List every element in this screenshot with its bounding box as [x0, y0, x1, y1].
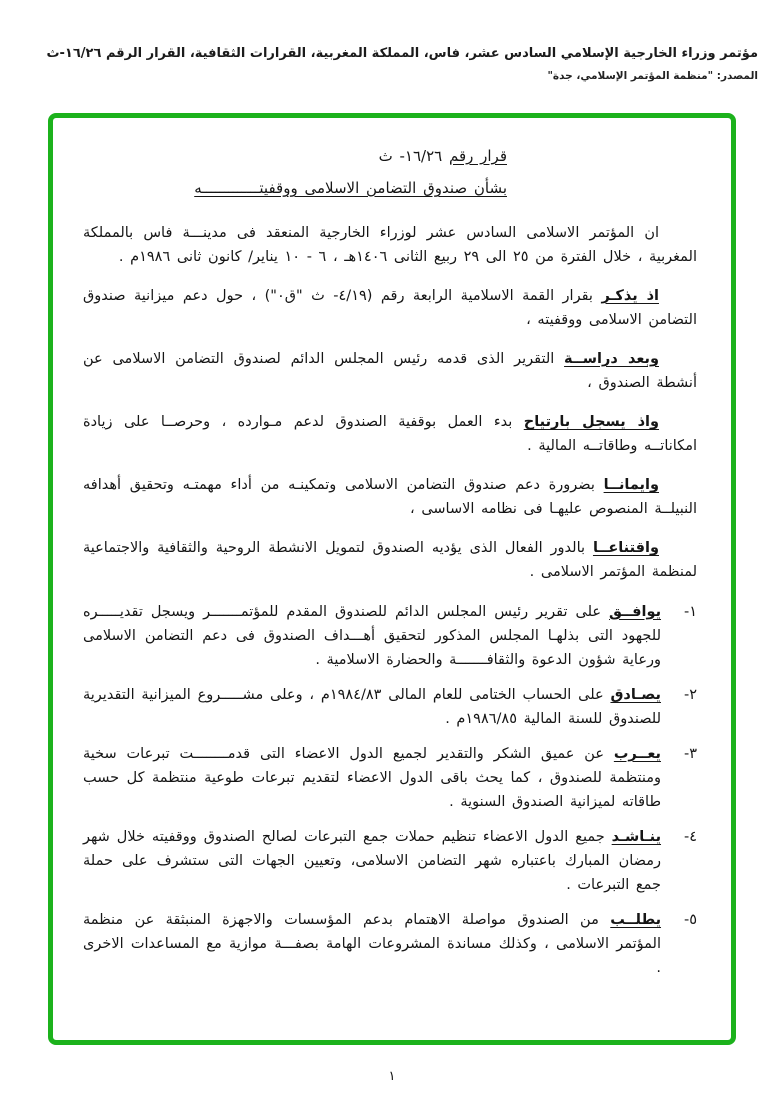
item-body: من الصندوق مواصلة الاهتمام بدعم المؤسسات والاجهزة المنبثقة عن منظمة المؤتمر الاسلامى ، وكذلك مساندة المشروعات الهامة بصفـــة موازية مع المساعدات الاخرى .	[83, 912, 661, 977]
resolution-item	[83, 825, 697, 897]
preamble-paragraph	[83, 284, 697, 332]
paragraph-lead: واقتناعــا	[592, 540, 659, 557]
resolution-item	[83, 600, 697, 672]
item-body: جميع الدول الاعضاء تنظيم حملات جمع التبرعات لصالح الصندوق ووقفيته خلال شهر رمضان المبارك باعتباره شهر التضامن الاسلامى، وتعيين الجهات التى ستشرف على حملة جمع التبرعات .	[83, 829, 661, 894]
preamble-paragraph	[83, 347, 697, 395]
preamble-paragraph	[83, 536, 697, 584]
item-text	[83, 825, 661, 897]
header-title: مؤتمر وزراء الخارجية الإسلامي السادس عشر، فاس، المملكة المغربية، القرارات الثقافية، القرار الرقم ١٦/٢٦-ث	[46, 46, 758, 61]
resolution-number-line	[83, 144, 507, 169]
paragraph-text: بضرورة دعم صندوق التضامن الاسلامى وتمكينـه من أداء مهمتـه وتحقيق أهدافه النبيلــة المنصوص عليهـا فى نظامه الاساسى ،	[83, 477, 697, 518]
item-lead: يعــرب	[613, 745, 661, 762]
item-lead: يوافــق	[609, 603, 662, 620]
item-body: عن عميق الشكر والتقدير لجميع الدول الاعضاء التى قدمــــــــت تبرعات سخية ومنتظمة للصندوق ، كما يحث باقى الدول الاعضاء لتقديم تبرعات طوعية منتظمة كل حسب طاقاته لميزانية الصندوق السنوية .	[83, 745, 661, 810]
paragraph-text: بقرار القمة الاسلامية الرابعة رقم (٤/١٩- ث "ق٠") ، حول دعم ميزانية صندوق التضامن الاسلامى ووقفيته ،	[83, 287, 697, 328]
document-frame	[48, 113, 736, 1045]
resolution-items	[83, 600, 697, 981]
item-number: ٢-	[683, 686, 697, 703]
resolution-number-label: قرار رقم	[448, 147, 507, 165]
item-lead: يطلــب	[610, 912, 662, 929]
paragraph-lead: وايمانــا	[603, 477, 659, 494]
resolution-subject-line: بشأن صندوق التضامن الاسلامى ووقفيتـــــــــــــه	[194, 178, 507, 197]
preamble-paragraph	[83, 221, 697, 269]
paragraph-text: التقرير الذى قدمه رئيس المجلس الدائم لصندوق التضامن الاسلامى عن أنشطة الصندوق ،	[83, 351, 697, 392]
item-text	[83, 683, 661, 731]
preamble-paragraph	[83, 410, 697, 458]
resolution-item	[83, 683, 697, 731]
item-text	[83, 600, 661, 672]
preamble-paragraph	[83, 473, 697, 521]
page-number: ١	[388, 1069, 396, 1084]
item-number: ١-	[683, 603, 697, 620]
item-lead: يصـادق	[610, 686, 661, 703]
paragraph-lead: اذ يذكـر	[601, 287, 659, 304]
paragraph-lead: وبعد دراســة	[564, 351, 659, 368]
item-text	[83, 742, 661, 814]
item-text	[83, 908, 661, 980]
paragraph-text: بالدور الفعال الذى يؤديه الصندوق لتمويل الانشطة الروحية والثقافية والاجتماعية لمنظمة المؤتمر الاسلامى .	[83, 540, 697, 581]
item-number: ٣-	[683, 745, 697, 762]
resolution-number-value: ١٦/٢٦- ث	[378, 147, 443, 165]
paragraph-text: ان المؤتمر الاسلامى السادس عشر لوزراء الخارجية المنعقد فى مدينـــة فاس بالمملكة المغربية ، خلال الفترة من ٢٥ الى ٢٩ ربيع الثانى ١٤٠٦هـ ، ٦ - ١٠ يناير/ كانون ثانى ١٩٨٦م .	[83, 224, 697, 265]
header-source: المصدر: "منظمة المؤتمر الإسلامي، جدة"	[547, 69, 758, 82]
document-header	[0, 0, 784, 82]
resolution-item	[83, 908, 697, 980]
paragraph-text: بدء العمل بوقفية الصندوق لدعم مـوارده ، وحرصــا على زيادة امكاناتــه وطاقاتــه المالية .	[83, 414, 697, 455]
document-body	[53, 118, 731, 1040]
item-lead: ينـاشـد	[611, 829, 662, 846]
item-number: ٤-	[683, 829, 697, 846]
item-number: ٥-	[683, 912, 697, 929]
resolution-title	[83, 144, 507, 201]
item-body: على تقرير رئيس المجلس الدائم للصندوق المقدم للمؤتمـــــــر ويسجل تقديـــــره للجهود التى بذلهـا المجلس المذكور لتحقيق أهـــداف الصندوق فى دعم التضامن الاسلامى ورعاية شؤون الدعوة والثقافـــــــة والحضارة الاسلامية .	[83, 603, 661, 668]
paragraph-lead: واذ يسجل بارتياح	[523, 414, 660, 431]
item-body: على الحساب الختامى للعام المالى ١٩٨٤/٨٣م ، وعلى مشـــــروع الميزانية التقديرية للصندوق للسنة المالية ١٩٨٦/٨٥م .	[83, 686, 661, 727]
resolution-item	[83, 742, 697, 814]
